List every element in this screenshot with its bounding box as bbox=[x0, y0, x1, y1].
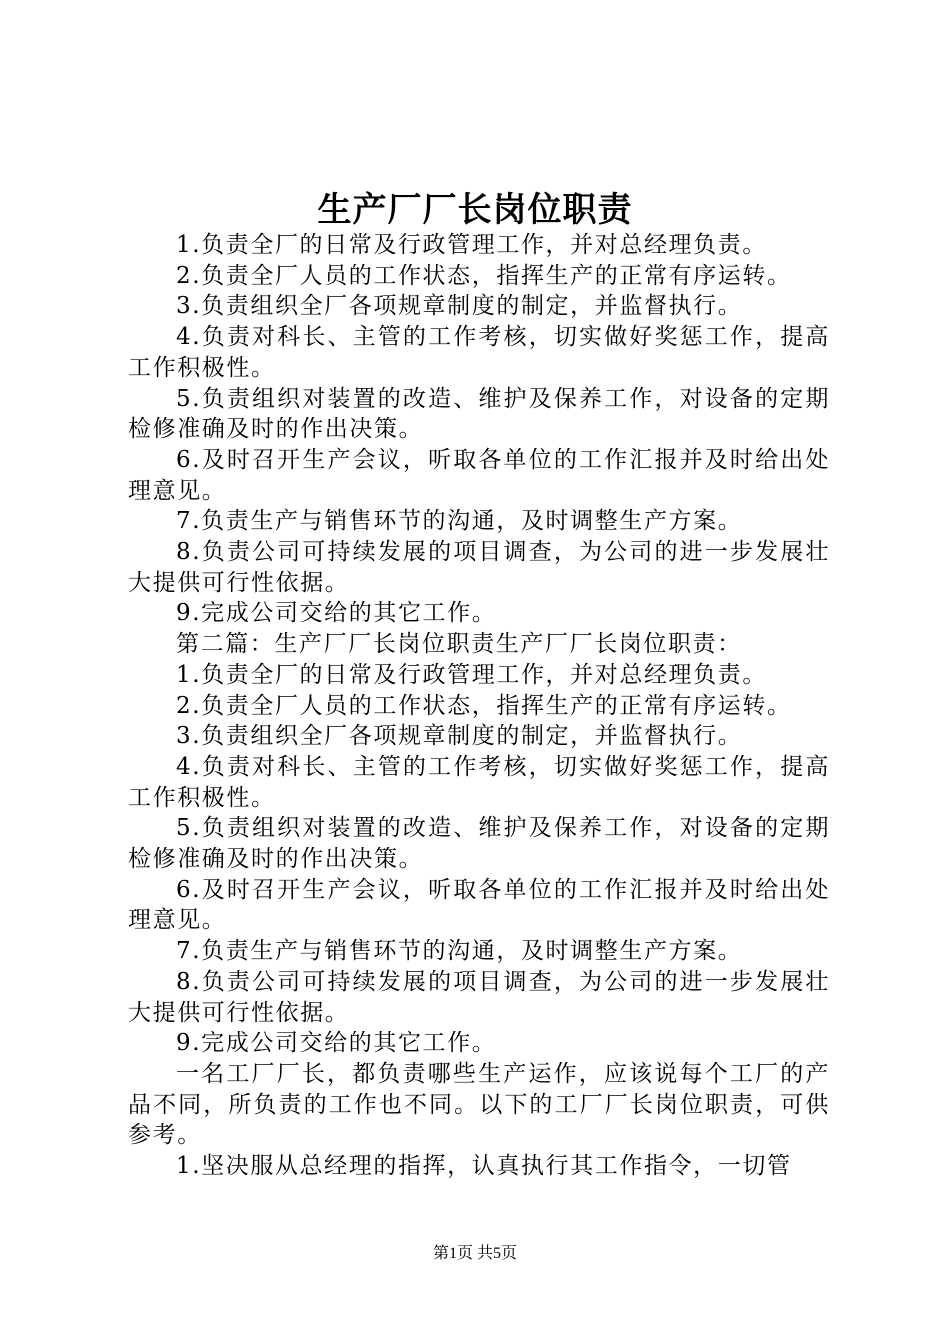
document-body bbox=[128, 230, 830, 1182]
paragraph: 7.负责生产与销售环节的沟通，及时调整生产方案。 bbox=[176, 508, 743, 535]
paragraph: 4.负责对科长、主管的工作考核，切实做好奖惩工作，提高工作积极性。 bbox=[128, 324, 830, 381]
section-heading: 第二篇：生产厂厂长岗位职责生产厂厂长岗位职责： bbox=[176, 631, 742, 658]
paragraph: 2.负责全厂人员的工作状态，指挥生产的正常有序运转。 bbox=[176, 692, 792, 719]
paragraph: 6.及时召开生产会议，听取各单位的工作汇报并及时给出处理意见。 bbox=[128, 446, 830, 504]
paragraph: 9.完成公司交给的其它工作。 bbox=[176, 1030, 497, 1057]
paragraph: 1.坚决服从总经理的指挥，认真执行其工作指令，一切管 bbox=[176, 1153, 792, 1180]
page-footer: 第1页 共5页 bbox=[432, 1245, 517, 1262]
paragraph: 7.负责生产与销售环节的沟通，及时调整生产方案。 bbox=[176, 938, 743, 965]
paragraph: 5.负责组织对装置的改造、维护及保养工作，对设备的定期检修准确及时的作出决策。 bbox=[128, 815, 830, 873]
paragraph: 8.负责公司可持续发展的项目调查，为公司的进一步发展壮大提供可行性依据。 bbox=[128, 539, 830, 596]
paragraph: 1.负责全厂的日常及行政管理工作，并对总经理负责。 bbox=[176, 661, 767, 688]
paragraph: 6.及时召开生产会议，听取各单位的工作汇报并及时给出处理意见。 bbox=[128, 876, 830, 934]
paragraph: 一名工厂厂长，都负责哪些生产运作，应该说每个工厂的产品不同，所负责的工作也不同。以下的工厂厂长岗位职责，可供参考。 bbox=[128, 1060, 830, 1149]
paragraph: 2.负责全厂人员的工作状态，指挥生产的正常有序运转。 bbox=[176, 262, 792, 289]
paragraph: 4.负责对科长、主管的工作考核，切实做好奖惩工作，提高工作积极性。 bbox=[128, 753, 830, 811]
paragraph: 3.负责组织全厂各项规章制度的制定，并监督执行。 bbox=[176, 293, 743, 320]
paragraph: 9.完成公司交给的其它工作。 bbox=[176, 600, 497, 627]
paragraph: 3.负责组织全厂各项规章制度的制定，并监督执行。 bbox=[176, 723, 743, 750]
paragraph: 8.负责公司可持续发展的项目调查，为公司的进一步发展壮大提供可行性依据。 bbox=[128, 968, 830, 1026]
page-title: 生产厂厂长岗位职责 bbox=[317, 190, 633, 230]
paragraph: 5.负责组织对装置的改造、维护及保养工作，对设备的定期检修准确及时的作出决策。 bbox=[128, 385, 830, 443]
paragraph: 1.负责全厂的日常及行政管理工作，并对总经理负责。 bbox=[176, 232, 767, 258]
